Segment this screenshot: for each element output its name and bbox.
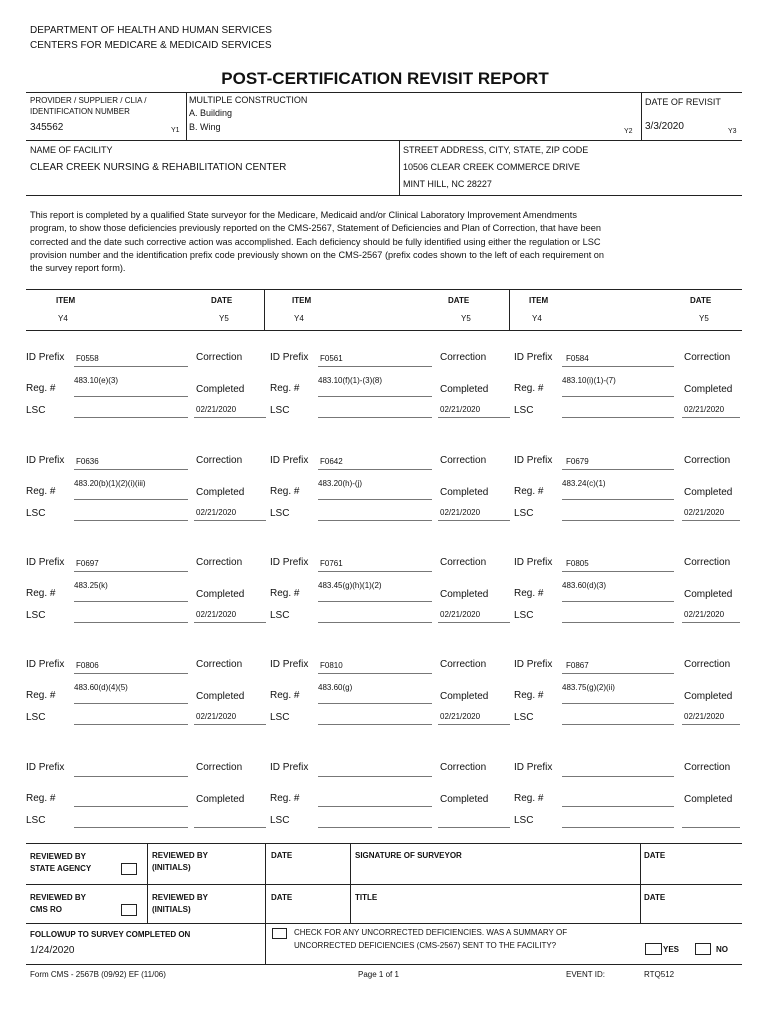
reg-label: Reg. #	[270, 793, 300, 804]
lsc-label: LSC	[270, 508, 290, 519]
followup-label: FOLLOWUP TO SURVEY COMPLETED ON	[30, 930, 191, 939]
field-underline	[562, 366, 674, 367]
correction-label: Correction	[196, 659, 243, 670]
completed-date: 02/21/2020	[440, 508, 481, 517]
facility-name-label: NAME OF FACILITY	[30, 145, 113, 155]
id-prefix-label: ID Prefix	[26, 659, 65, 670]
id-prefix-value: F0561	[320, 354, 343, 363]
lsc-label: LSC	[514, 405, 534, 416]
deficiency-item	[514, 659, 744, 729]
completed-label: Completed	[440, 589, 489, 600]
field-underline	[682, 724, 740, 725]
field-underline	[318, 571, 432, 572]
completed-label: Completed	[196, 487, 245, 498]
title-label: TITLE	[355, 893, 378, 902]
no-label: NO	[716, 945, 728, 954]
top-border	[26, 92, 742, 93]
table-top-border	[26, 289, 742, 290]
intro-paragraph	[30, 209, 604, 275]
intro-line: provision number and the identification prefix code previously shown on the CMS-2567 (prefix codes shown to the left of each requirement on	[30, 249, 605, 260]
provider-label: PROVIDER / SUPPLIER / CLIA /	[30, 96, 147, 105]
field-underline	[74, 396, 188, 397]
correction-label: Correction	[684, 659, 731, 670]
initials-label: (INITIALS)	[152, 863, 191, 872]
id-prefix-label: ID Prefix	[26, 352, 65, 363]
column-date-code: Y5	[461, 314, 471, 323]
field-underline	[438, 417, 510, 418]
deficiency-item	[270, 557, 510, 627]
field-underline	[318, 776, 432, 777]
completed-date: 02/21/2020	[440, 712, 481, 721]
reg-label: Reg. #	[514, 588, 544, 599]
reg-value: 483.60(d)(4)(5)	[74, 683, 128, 692]
deficiency-item	[514, 352, 744, 422]
construction-code: Y2	[624, 128, 633, 135]
divider	[26, 923, 742, 924]
deficiency-item	[26, 659, 266, 729]
deficiency-item	[514, 455, 744, 525]
field-underline	[562, 806, 674, 807]
field-underline	[562, 396, 674, 397]
page-number: Page 1 of 1	[358, 970, 399, 979]
field-underline	[74, 601, 188, 602]
field-underline	[74, 673, 188, 674]
completed-label: Completed	[684, 487, 733, 498]
form-number: Form CMS - 2567B (09/92) EF (11/06)	[30, 970, 166, 979]
field-underline	[74, 571, 188, 572]
facility-name: CLEAR CREEK NURSING & REHABILITATION CENTER	[30, 162, 287, 173]
reg-label: Reg. #	[270, 588, 300, 599]
lsc-label: LSC	[26, 610, 46, 621]
completed-date: 02/21/2020	[684, 712, 725, 721]
column-date-header: DATE	[448, 296, 470, 305]
reg-label: Reg. #	[270, 690, 300, 701]
event-id-value: RTQ512	[644, 970, 675, 979]
completed-date: 02/21/2020	[196, 405, 237, 414]
field-underline	[562, 520, 674, 521]
intro-line: corrected and the date such corrective action was accomplished. Each deficiency should be fully identified using either the regulation or LSC	[30, 236, 601, 247]
divider	[26, 195, 742, 196]
reg-label: Reg. #	[270, 383, 300, 394]
divider	[186, 92, 187, 140]
id-prefix-value: F0697	[76, 559, 99, 568]
state-agency-label: STATE AGENCY	[30, 864, 92, 873]
field-underline	[74, 499, 188, 500]
completed-label: Completed	[440, 691, 489, 702]
column-divider	[509, 289, 510, 330]
completed-label: Completed	[196, 794, 245, 805]
completed-date: 02/21/2020	[684, 405, 725, 414]
correction-label: Correction	[684, 762, 731, 773]
deficiency-item	[26, 762, 266, 832]
check-text: CHECK FOR ANY UNCORRECTED DEFICIENCIES. WAS A SUMMARY OF	[294, 928, 568, 937]
divider	[350, 843, 351, 923]
reg-value: 483.60(g)	[318, 683, 353, 692]
deficiency-item	[26, 455, 266, 525]
street-address: 10506 CLEAR CREEK COMMERCE DRIVE	[403, 162, 581, 172]
field-underline	[318, 366, 432, 367]
column-item-code: Y4	[294, 314, 304, 323]
field-underline	[74, 622, 188, 623]
reg-label: Reg. #	[26, 486, 56, 497]
reg-value: 483.60(d)(3)	[562, 581, 607, 590]
column-divider	[264, 289, 265, 330]
date-label: DATE	[271, 851, 293, 860]
date-label: DATE	[644, 851, 666, 860]
completed-label: Completed	[440, 487, 489, 498]
reg-label: Reg. #	[26, 383, 56, 394]
field-underline	[682, 417, 740, 418]
correction-label: Correction	[440, 659, 487, 670]
reg-value: 483.25(k)	[74, 581, 108, 590]
correction-label: Correction	[684, 455, 731, 466]
provider-code: Y1	[171, 127, 180, 134]
id-prefix-value: F0810	[320, 661, 343, 670]
id-prefix-label: ID Prefix	[514, 659, 553, 670]
reg-label: Reg. #	[26, 793, 56, 804]
address-label: STREET ADDRESS, CITY, STATE, ZIP CODE	[403, 145, 589, 155]
reg-value: 483.10(f)(1)-(3)(8)	[318, 376, 383, 385]
revisit-date: 3/3/2020	[645, 121, 684, 132]
cms-ro-checkbox[interactable]	[121, 904, 137, 916]
id-prefix-value: F0558	[76, 354, 99, 363]
completed-date: 02/21/2020	[196, 508, 237, 517]
completed-label: Completed	[196, 691, 245, 702]
construction-label: MULTIPLE CONSTRUCTION	[189, 95, 308, 105]
reg-value: 483.24(c)(1)	[562, 479, 606, 488]
wing-label: B. Wing	[189, 122, 221, 132]
deficiency-item	[270, 455, 510, 525]
completed-label: Completed	[196, 589, 245, 600]
page-title: POST-CERTIFICATION REVISIT REPORT	[221, 69, 549, 88]
field-underline	[74, 366, 188, 367]
id-prefix-label: ID Prefix	[270, 557, 309, 568]
reviewed-by-state-label: REVIEWED BY	[30, 852, 87, 861]
intro-line: the survey report form).	[30, 263, 126, 274]
column-item-header: ITEM	[56, 296, 76, 305]
field-underline	[194, 417, 266, 418]
date-label: DATE	[271, 893, 293, 902]
deficiency-item	[270, 352, 510, 422]
no-checkbox[interactable]	[695, 943, 711, 955]
id-prefix-label: ID Prefix	[514, 352, 553, 363]
reviewed-by-initials-label: REVIEWED BY	[152, 851, 209, 860]
field-underline	[194, 520, 266, 521]
id-prefix-label: ID Prefix	[514, 762, 553, 773]
reg-value: 483.20(b)(1)(2)(i)(iii)	[74, 479, 146, 488]
column-date-header: DATE	[690, 296, 712, 305]
completed-date: 02/21/2020	[440, 610, 481, 619]
reg-label: Reg. #	[270, 486, 300, 497]
agency-name: CENTERS FOR MEDICARE & MEDICAID SERVICES	[30, 40, 272, 51]
completed-date: 02/21/2020	[440, 405, 481, 414]
field-underline	[562, 673, 674, 674]
field-underline	[438, 827, 510, 828]
correction-label: Correction	[196, 455, 243, 466]
field-underline	[194, 724, 266, 725]
deficiency-item	[270, 659, 510, 729]
table-header-border	[26, 330, 742, 331]
column-item-header: ITEM	[529, 296, 549, 305]
event-id-label: EVENT ID:	[566, 970, 605, 979]
id-prefix-label: ID Prefix	[26, 455, 65, 466]
field-underline	[682, 622, 740, 623]
deficiency-item	[514, 557, 744, 627]
field-underline	[318, 703, 432, 704]
id-prefix-value: F0584	[566, 354, 589, 363]
completed-label: Completed	[196, 384, 245, 395]
completed-label: Completed	[684, 794, 733, 805]
field-underline	[318, 499, 432, 500]
date-label: DATE	[644, 893, 666, 902]
deficiency-item	[514, 762, 744, 832]
column-item-code: Y4	[58, 314, 68, 323]
correction-label: Correction	[440, 557, 487, 568]
field-underline	[74, 776, 188, 777]
lsc-label: LSC	[270, 815, 290, 826]
reg-value: 483.20(h)-(j)	[318, 479, 363, 488]
followup-date: 1/24/2020	[30, 945, 75, 956]
field-underline	[438, 724, 510, 725]
correction-label: Correction	[196, 352, 243, 363]
divider	[26, 140, 742, 141]
lsc-label: LSC	[26, 712, 46, 723]
column-date-header: DATE	[211, 296, 233, 305]
field-underline	[318, 520, 432, 521]
correction-label: Correction	[440, 352, 487, 363]
cms-ro-label: CMS RO	[30, 905, 62, 914]
lsc-label: LSC	[270, 405, 290, 416]
footer-bottom-border	[26, 964, 742, 965]
completed-label: Completed	[440, 384, 489, 395]
revisit-code: Y3	[728, 128, 737, 135]
deficiency-item	[270, 762, 510, 832]
id-prefix-value: F0805	[566, 559, 589, 568]
footer-top-border	[26, 843, 742, 844]
id-prefix-value: F0761	[320, 559, 343, 568]
department-name: DEPARTMENT OF HEALTH AND HUMAN SERVICES	[30, 25, 272, 36]
column-item-code: Y4	[532, 314, 542, 323]
field-underline	[562, 622, 674, 623]
id-prefix-label: ID Prefix	[514, 557, 553, 568]
divider	[265, 843, 266, 964]
field-underline	[562, 417, 674, 418]
field-underline	[562, 827, 674, 828]
lsc-label: LSC	[514, 610, 534, 621]
deficiency-item	[26, 557, 266, 627]
correction-label: Correction	[440, 762, 487, 773]
revisit-date-label: DATE OF REVISIT	[645, 97, 721, 107]
reg-value: 483.75(g)(2)(ii)	[562, 683, 615, 692]
divider	[147, 843, 148, 923]
initials-label: (INITIALS)	[152, 905, 191, 914]
provider-label-2: IDENTIFICATION NUMBER	[30, 107, 130, 116]
column-item-header: ITEM	[292, 296, 312, 305]
field-underline	[74, 417, 188, 418]
reg-value: 483.10(e)(3)	[74, 376, 119, 385]
field-underline	[562, 571, 674, 572]
yes-checkbox[interactable]	[645, 943, 662, 955]
id-prefix-label: ID Prefix	[514, 455, 553, 466]
field-underline	[318, 396, 432, 397]
field-underline	[318, 622, 432, 623]
lsc-label: LSC	[26, 508, 46, 519]
field-underline	[562, 703, 674, 704]
yes-label: YES	[663, 945, 680, 954]
state-agency-checkbox[interactable]	[121, 863, 137, 875]
field-underline	[318, 827, 432, 828]
correction-label: Correction	[196, 762, 243, 773]
field-underline	[318, 417, 432, 418]
field-underline	[682, 827, 740, 828]
completed-date: 02/21/2020	[684, 508, 725, 517]
id-prefix-value: F0679	[566, 457, 589, 466]
lsc-label: LSC	[26, 815, 46, 826]
divider	[641, 92, 642, 140]
id-prefix-label: ID Prefix	[270, 762, 309, 773]
reg-label: Reg. #	[514, 486, 544, 497]
field-underline	[562, 499, 674, 500]
completed-date: 02/21/2020	[684, 610, 725, 619]
id-prefix-value: F0642	[320, 457, 343, 466]
field-underline	[318, 806, 432, 807]
field-underline	[682, 520, 740, 521]
completed-label: Completed	[684, 384, 733, 395]
reg-value: 483.45(g)(h)(1)(2)	[318, 581, 382, 590]
divider	[399, 140, 400, 195]
lsc-label: LSC	[270, 610, 290, 621]
lsc-label: LSC	[514, 815, 534, 826]
correction-label: Correction	[684, 557, 731, 568]
reviewed-by-initials-label: REVIEWED BY	[152, 893, 209, 902]
check-text-2: UNCORRECTED DEFICIENCIES (CMS-2567) SENT TO THE FACILITY?	[294, 941, 557, 950]
lsc-label: LSC	[514, 508, 534, 519]
completed-label: Completed	[684, 589, 733, 600]
uncorrected-checkbox[interactable]	[272, 928, 287, 939]
field-underline	[318, 469, 432, 470]
column-date-code: Y5	[219, 314, 229, 323]
field-underline	[74, 703, 188, 704]
field-underline	[318, 601, 432, 602]
completed-date: 02/21/2020	[196, 610, 237, 619]
field-underline	[562, 469, 674, 470]
lsc-label: LSC	[270, 712, 290, 723]
field-underline	[318, 724, 432, 725]
provider-number: 345562	[30, 122, 64, 133]
id-prefix-value: F0867	[566, 661, 589, 670]
id-prefix-value: F0636	[76, 457, 99, 466]
divider	[26, 884, 742, 885]
city-state-zip: MINT HILL, NC 28227	[403, 179, 492, 189]
reg-value: 483.10(i)(1)-(7)	[562, 376, 616, 385]
field-underline	[74, 469, 188, 470]
field-underline	[562, 776, 674, 777]
completed-label: Completed	[684, 691, 733, 702]
field-underline	[562, 724, 674, 725]
field-underline	[74, 724, 188, 725]
reg-label: Reg. #	[514, 383, 544, 394]
reg-label: Reg. #	[26, 690, 56, 701]
id-prefix-label: ID Prefix	[270, 352, 309, 363]
id-prefix-label: ID Prefix	[26, 557, 65, 568]
intro-line: This report is completed by a qualified State surveyor for the Medicare, Medicaid and/or Clinical Laboratory Improvement Amendments	[30, 210, 577, 220]
id-prefix-label: ID Prefix	[26, 762, 65, 773]
id-prefix-label: ID Prefix	[270, 659, 309, 670]
lsc-label: LSC	[514, 712, 534, 723]
lsc-label: LSC	[26, 405, 46, 416]
field-underline	[438, 520, 510, 521]
completed-date: 02/21/2020	[196, 712, 237, 721]
correction-label: Correction	[196, 557, 243, 568]
signature-label: SIGNATURE OF SURVEYOR	[355, 851, 462, 860]
reviewed-by-cms-label: REVIEWED BY	[30, 893, 87, 902]
correction-label: Correction	[440, 455, 487, 466]
field-underline	[562, 601, 674, 602]
reg-label: Reg. #	[514, 793, 544, 804]
field-underline	[194, 827, 266, 828]
column-date-code: Y5	[699, 314, 709, 323]
id-prefix-label: ID Prefix	[270, 455, 309, 466]
building-label: A. Building	[189, 108, 233, 118]
field-underline	[74, 520, 188, 521]
completed-label: Completed	[440, 794, 489, 805]
intro-line: program, to show those deficiencies previously reported on the CMS-2567, Statement of Deficiencies and Plan of Correction, that have been	[30, 223, 601, 234]
deficiency-item	[26, 352, 266, 422]
field-underline	[194, 622, 266, 623]
reg-label: Reg. #	[514, 690, 544, 701]
id-prefix-value: F0806	[76, 661, 99, 670]
correction-label: Correction	[684, 352, 731, 363]
field-underline	[74, 806, 188, 807]
field-underline	[74, 827, 188, 828]
field-underline	[318, 673, 432, 674]
divider	[640, 843, 641, 923]
field-underline	[438, 622, 510, 623]
reg-label: Reg. #	[26, 588, 56, 599]
